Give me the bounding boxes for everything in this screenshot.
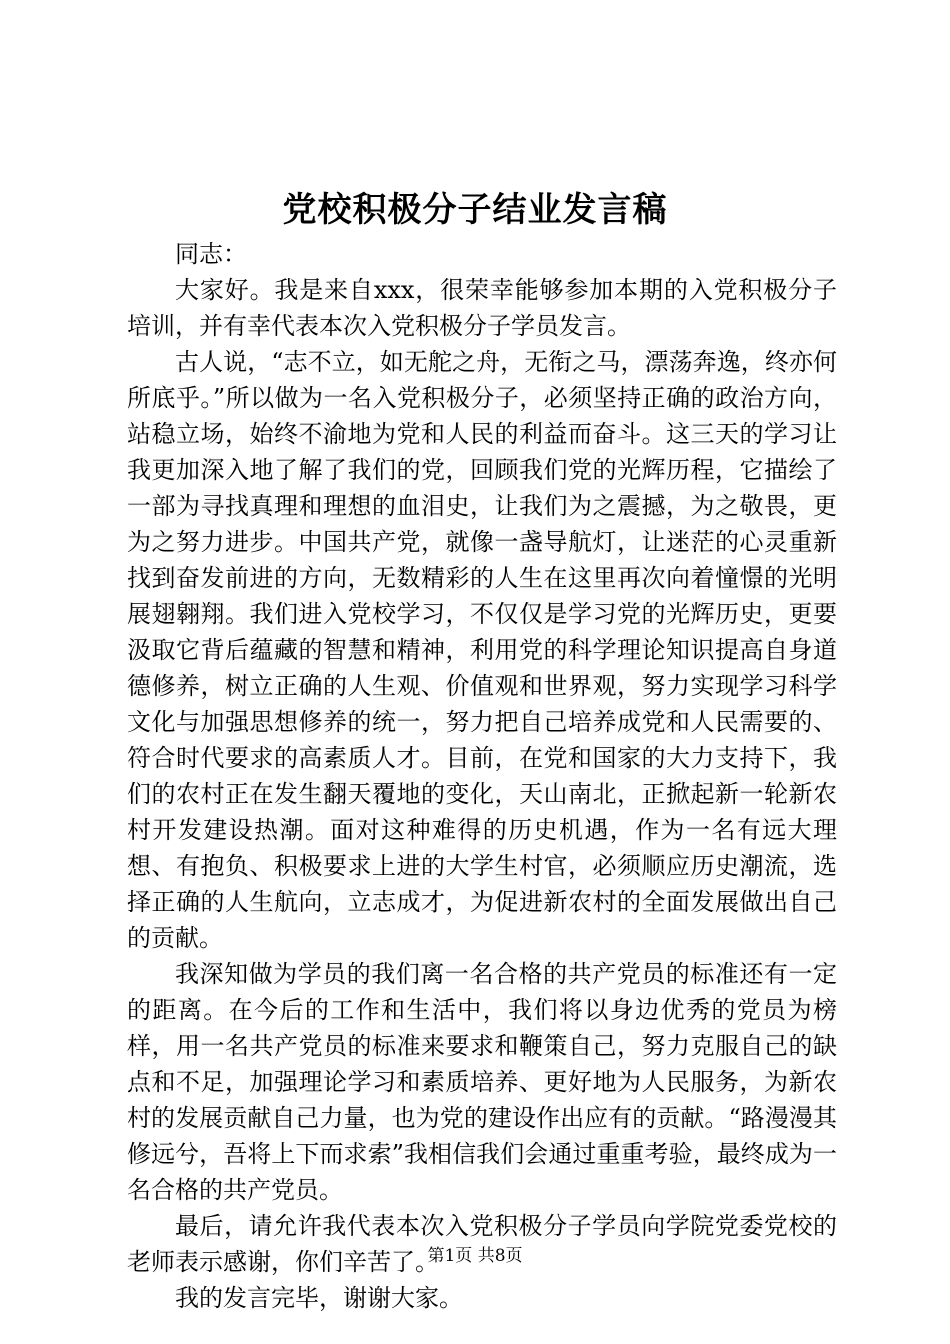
closing-paragraph: 我的发言完毕，谢谢大家。 <box>175 1284 463 1312</box>
salutation-paragraph: 同志： <box>175 240 247 268</box>
page-number-footer: 第1页 共8页 <box>427 1246 523 1266</box>
thanks-paragraph: 最后，请允许我代表本次入党积极分子学员向学院党委党校的老师表示感谢，你们辛苦了。 <box>127 1212 837 1276</box>
greeting-paragraph: 大家好。我是来自xxx，很荣幸能够参加本期的入党积极分子培训，并有幸代表本次入党积极分子学员发言。 <box>127 276 837 340</box>
document-body <box>127 236 837 1316</box>
document-title: 党校积极分子结业发言稿 <box>282 190 668 230</box>
main-paragraph: 古人说，“志不立，如无舵之舟，无衔之马，漂荡奔逸，终亦何所底乎。”所以做为一名入党积极分子，必须坚持正确的政治方向，站稳立场，始终不渝地为党和人民的利益而奋斗。这三天的学习让我更加深入地了解了我们的党，回顾我们党的光辉历程，它描绘了一部为寻找真理和理想的血泪史，让我们为之震撼，为之敬畏，更为之努力进步。中国共产党，就像一盏导航灯，让迷茫的心灵重新找到奋发前进的方向，无数精彩的人生在这里再次向着憧憬的光明展翅翱翔。我们进入党校学习，不仅仅是学习党的光辉历史，更要汲取它背后蕴藏的智慧和精神，利用党的科学理论知识提高自身道德修养，树立正确的人生观、价值观和世界观，努力实现学习科学文化与加强思想修养的统一，努力把自己培养成党和人民需要的、符合时代要求的高素质人才。目前，在党和国家的大力支持下，我们的农村正在发生翻天覆地的变化，天山南北，正掀起新一轮新农村开发建设热潮。面对这种难得的历史机遇，作为一名有远大理想、有抱负、积极要求上进的大学生村官，必须顺应历史潮流，选择正确的人生航向，立志成才，为促进新农村的全面发展做出自己的贡献。 <box>127 348 837 952</box>
commitment-paragraph: 我深知做为学员的我们离一名合格的共产党员的标准还有一定的距离。在今后的工作和生活中，我们将以身边优秀的党员为榜样，用一名共产党员的标准来要求和鞭策自己，努力克服自己的缺点和不足，加强理论学习和素质培养、更好地为人民服务，为新农村的发展贡献自己力量，也为党的建设作出应有的贡献。“路漫漫其修远兮，吾将上下而求索”我相信我们会通过重重考验，最终成为一名合格的共产党员。 <box>127 960 837 1204</box>
